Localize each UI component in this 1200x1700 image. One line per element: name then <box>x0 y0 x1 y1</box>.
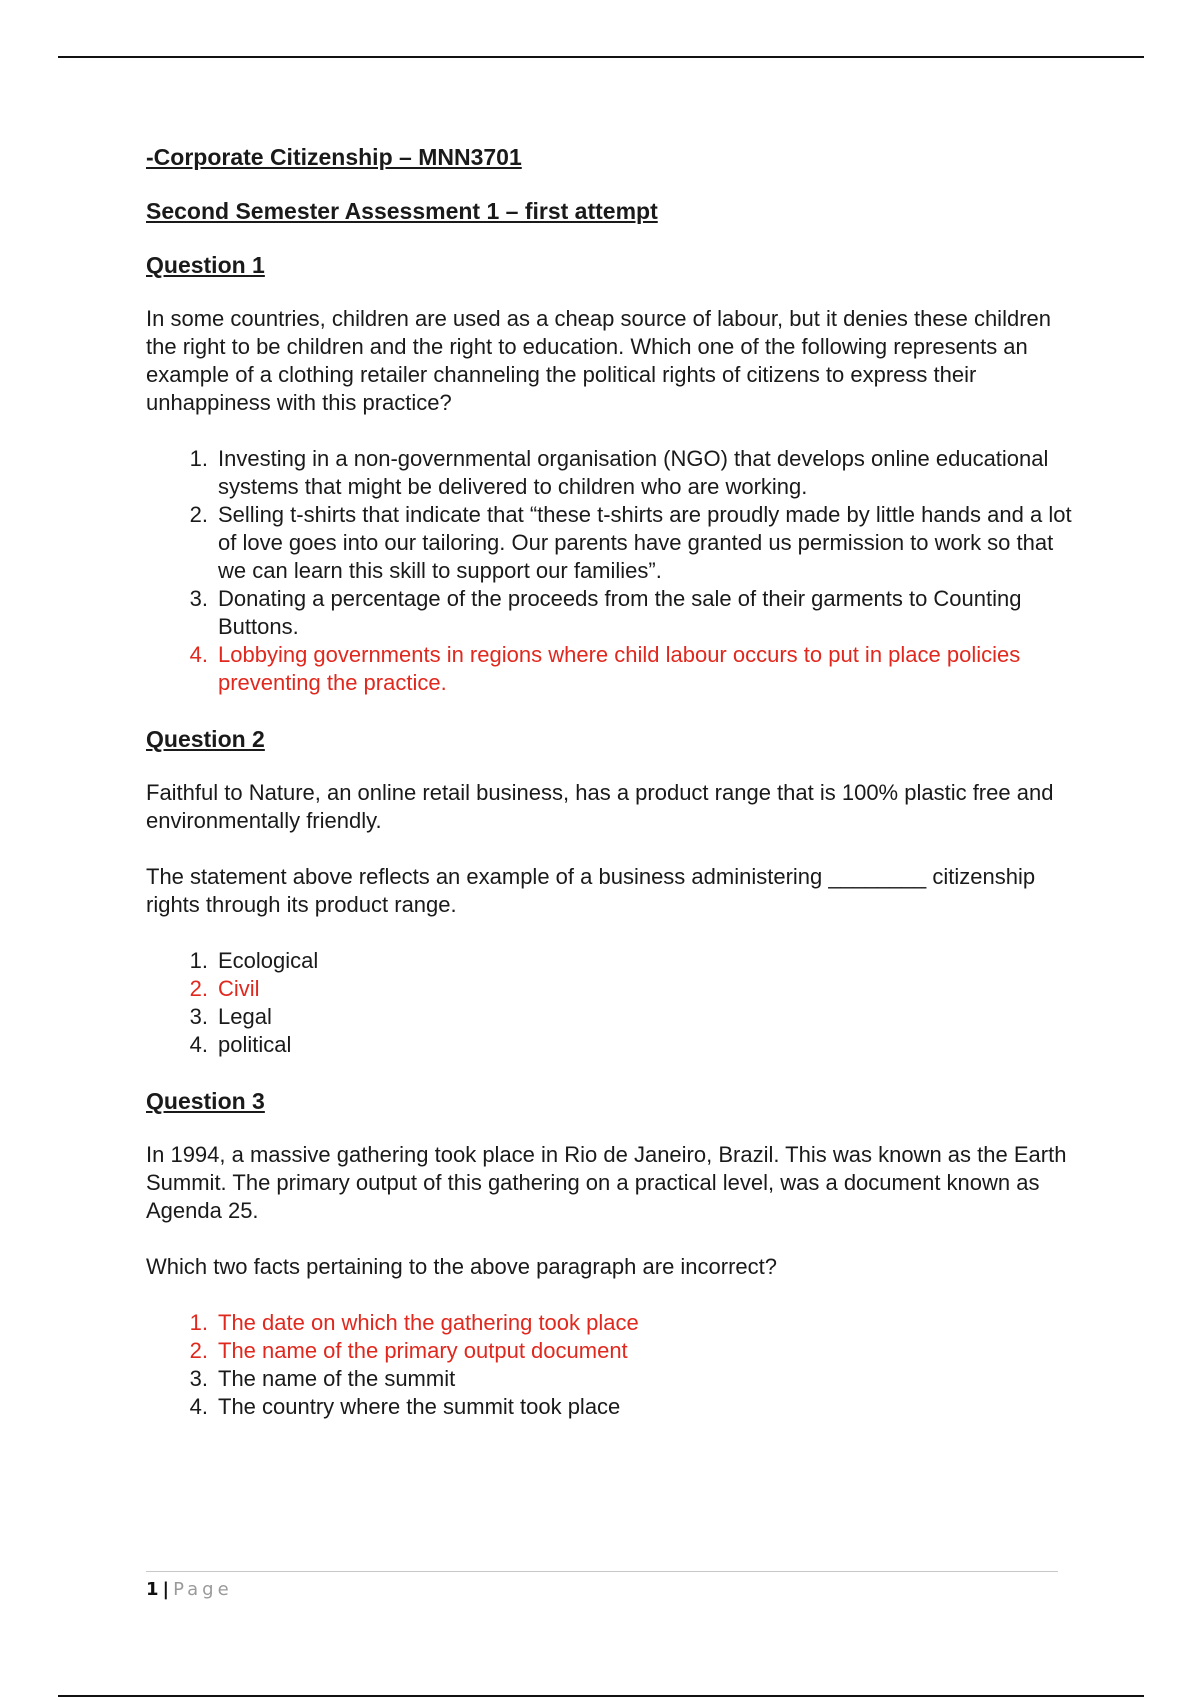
question-2-heading: Question 2 <box>146 726 265 752</box>
bottom-rule <box>58 1695 1144 1697</box>
question-2-option-4: 4. political <box>189 1032 292 1057</box>
question-1-options <box>146 445 1076 697</box>
question-3-option-2-highlighted: 2. The name of the primary output document <box>189 1338 628 1363</box>
document-body <box>146 143 1076 1449</box>
question-3-options <box>146 1309 1076 1421</box>
question-1-option-4-highlighted: 4. Lobbying governments in regions where child labour occurs to put in place policies preventing the practice. <box>189 642 1021 695</box>
question-1-option-1: 1. Investing in a non-governmental organisation (NGO) that develops online educational systems that might be delivered to children who are working. <box>189 446 1049 499</box>
top-rule <box>58 56 1144 58</box>
question-3-option-3: 3. The name of the summit <box>189 1366 456 1391</box>
question-1-heading: Question 1 <box>146 252 265 278</box>
question-3-option-4: 4. The country where the summit took place <box>189 1394 621 1419</box>
question-3-prompt: Which two facts pertaining to the above paragraph are incorrect? <box>146 1254 778 1279</box>
question-2-option-3: 3. Legal <box>189 1004 272 1029</box>
footer-separator: | <box>162 1579 170 1600</box>
question-1-option-3: 3. Donating a percentage of the proceeds from the sale of their garments to Counting Buttons. <box>189 586 1022 639</box>
page-number: 1 <box>146 1579 159 1600</box>
course-title: -Corporate Citizenship – MNN3701 <box>146 144 522 170</box>
question-2-option-2-highlighted: 2. Civil <box>189 976 260 1001</box>
page-label: Page <box>173 1579 233 1600</box>
question-2-options <box>146 947 1076 1059</box>
question-2-text: Faithful to Nature, an online retail business, has a product range that is 100% plastic free and environmentally friendly. <box>146 780 1054 833</box>
question-1-option-2: 2. Selling t-shirts that indicate that “these t-shirts are proudly made by little hands and a lot of love goes into our tailoring. Our parents have granted us permission to work so that we can learn this skill to support our families”. <box>189 502 1072 583</box>
question-2-prompt: The statement above reflects an example of a business administering ________ citizenship rights through its product range. <box>146 864 1036 917</box>
question-3-heading: Question 3 <box>146 1088 265 1114</box>
footer-divider <box>146 1571 1058 1572</box>
question-1-text: In some countries, children are used as a cheap source of labour, but it denies these children the right to be children and the right to education. Which one of the following represents an example of a clothing retailer channeling the political rights of citizens to express their unhappiness with this practice? <box>146 306 1051 415</box>
question-2-option-1: 1. Ecological <box>189 948 319 973</box>
question-3-text: In 1994, a massive gathering took place in Rio de Janeiro, Brazil. This was known as the Earth Summit. The primary output of this gathering on a practical level, was a document known as Agenda 25. <box>146 1142 1067 1223</box>
page-footer <box>146 1578 233 1602</box>
question-3-option-1-highlighted: 1. The date on which the gathering took place <box>189 1310 639 1335</box>
assessment-title: Second Semester Assessment 1 – first attempt <box>146 198 658 224</box>
